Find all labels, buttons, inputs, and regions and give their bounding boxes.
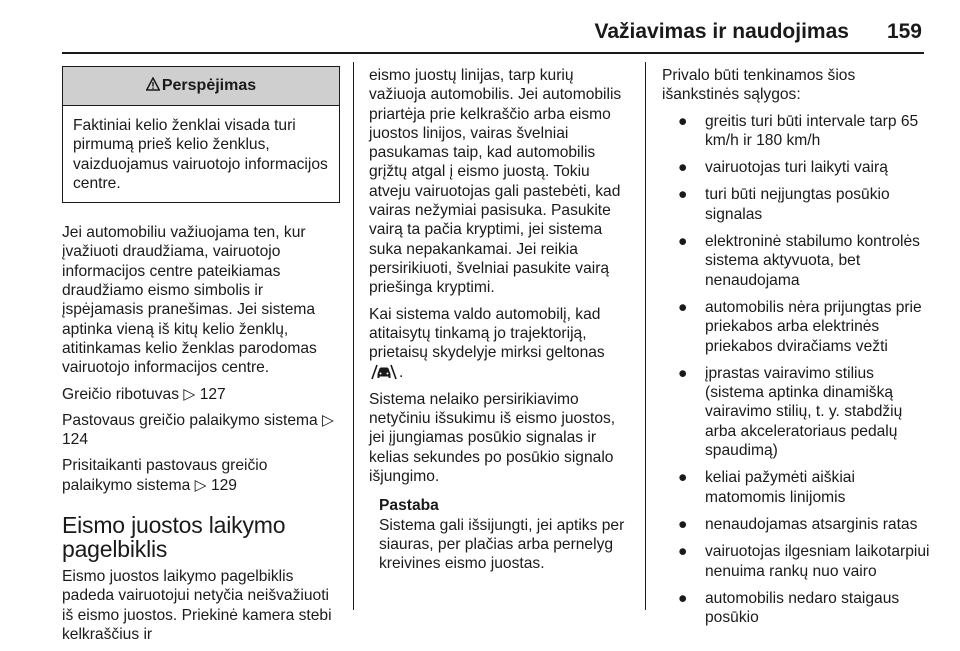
- lane-keep-indicator-icon: [369, 362, 399, 380]
- list-item: ● elektroninė stabilumo kontrolės sistema aktyvuota, bet nenaudojama: [678, 233, 920, 289]
- paragraph: Eismo juostos laikymo pagelbiklis padeda vairuotojui netyčia neišvažiuoti iš eismo juostos. Priekinė kamera stebi kelkraščius ir: [62, 568, 332, 643]
- bullet-icon: ●: [678, 515, 688, 533]
- bullet-icon: ●: [678, 589, 688, 607]
- page-number: 159: [886, 20, 922, 43]
- bullet-icon: ●: [678, 298, 688, 316]
- bullet-icon: ●: [678, 159, 688, 177]
- list-item: ● nenaudojamas atsarginis ratas: [678, 515, 918, 533]
- bullet-icon: ●: [678, 469, 688, 487]
- list-intro: Privalo būti tenkinamos šios išankstinės sąlygos:: [662, 67, 856, 104]
- paragraph: Kai sistema valdo automobilį, kad atitaisytų tinkamą jo trajektoriją, prietaisų skydelyje mirksi geltonas .: [369, 305, 605, 382]
- column-divider-2: [645, 62, 646, 610]
- page-ref-arrow-icon: ▷: [194, 476, 207, 494]
- cross-reference[interactable]: Greičio ribotuvas ▷ 127: [62, 385, 226, 403]
- header-title: Važiavimas ir naudojimas: [594, 20, 849, 43]
- column-divider-1: [353, 62, 354, 610]
- list-item: ● įprastas vairavimo stilius (sistema aptinka dinamišką vairavimo stilių, t. y. stabdžių arba akceleratoriaus pedalų spaudimą): [678, 364, 903, 460]
- cross-reference[interactable]: Pastovaus greičio palaikymo sistema ▷ 124: [62, 411, 335, 449]
- header-rule: [62, 52, 924, 54]
- warning-box: [62, 66, 340, 203]
- paragraph: Sistema nelaiko persirikiavimo netyčiniu išsukimu iš eismo juostos, jei įjungiamas posūkio signalas ir kelias sekundes po posūkio signalo išjungimo.: [369, 390, 616, 485]
- page-ref-arrow-icon: ▷: [322, 411, 335, 429]
- list-item: ● keliai pažymėti aiškiai matomomis linijomis: [678, 469, 855, 506]
- section-heading: Eismo juostos laikymo pagelbiklis: [62, 512, 286, 563]
- warning-header: [63, 67, 339, 106]
- warning-text: Faktiniai kelio ženklai visada turi pirmumą prieš kelio ženklus, vaizduojamus vairuotojo informacijos centre.: [73, 117, 328, 192]
- paragraph: eismo juostų linijas, tarp kurių važiuoja automobilis. Jei automobilis priartėja prie kelkraščio arba eismo juostos linijos, vairas švelniai pasukamas taip, kad automobilis grįžtų atgal į eismo juostą. Tokiu atveju vairuotojas gali pastebėti, kad vairas nežymiai pasisuka. Pasukite vairą ta pačia kryptimi, jei sistema suka nepakankamai. Jei reikia persirikiuoti, švelniai pasukite vairą priešinga kryptimi.: [369, 67, 622, 297]
- list-item: ● turi būti neįjungtas posūkio signalas: [678, 186, 890, 223]
- bullet-icon: ●: [678, 233, 688, 251]
- list-item: ● vairuotojas ilgesniam laikotarpiui nenuima rankų nuo vairo: [678, 543, 930, 580]
- bullet-icon: ●: [678, 186, 688, 204]
- page-header: [595, 20, 923, 44]
- bullet-icon: ●: [678, 112, 688, 130]
- list-item: ● automobilis nėra prijungtas prie priekabos arba elektrinės priekabos dviračiams vežti: [678, 298, 922, 355]
- note-title: Pastaba: [379, 497, 439, 515]
- bullet-icon: ●: [678, 543, 688, 561]
- list-item: ● vairuotojas turi laikyti vairą: [678, 159, 888, 177]
- conditions-list: [662, 112, 932, 628]
- list-item: ● automobilis nedaro staigaus posūkio: [678, 589, 900, 627]
- column-3: [662, 66, 932, 635]
- column-2: [369, 66, 635, 573]
- warning-triangle-icon: [146, 77, 160, 91]
- bullet-icon: ●: [678, 364, 688, 382]
- paragraph: Jei automobiliu važiuojama ten, kur įvažiuoti draudžiama, vairuotojo informacijos centre pateikiamas draudžiamo eismo simbolis ir įspėjamasis pranešimas. Jei sistema aptinka vieną iš kitų kelio ženklų, atitinkamas kelio ženklas parodomas vairuotojo informacijos centre.: [62, 224, 317, 377]
- column-1: [62, 66, 340, 651]
- cross-reference[interactable]: Prisitaikanti pastovaus greičio palaikymo sistema ▷ 129: [62, 457, 268, 494]
- note-block: [379, 496, 635, 573]
- page-ref-arrow-icon: ▷: [183, 385, 196, 403]
- warning-title: Perspėjimas: [161, 77, 257, 94]
- note-text: Sistema gali išsijungti, jei aptiks per siauras, per plačias arba pernelyg kreivines eismo juostas.: [379, 516, 625, 573]
- list-item: ● greitis turi būti intervale tarp 65 km/h ir 180 km/h: [678, 112, 919, 149]
